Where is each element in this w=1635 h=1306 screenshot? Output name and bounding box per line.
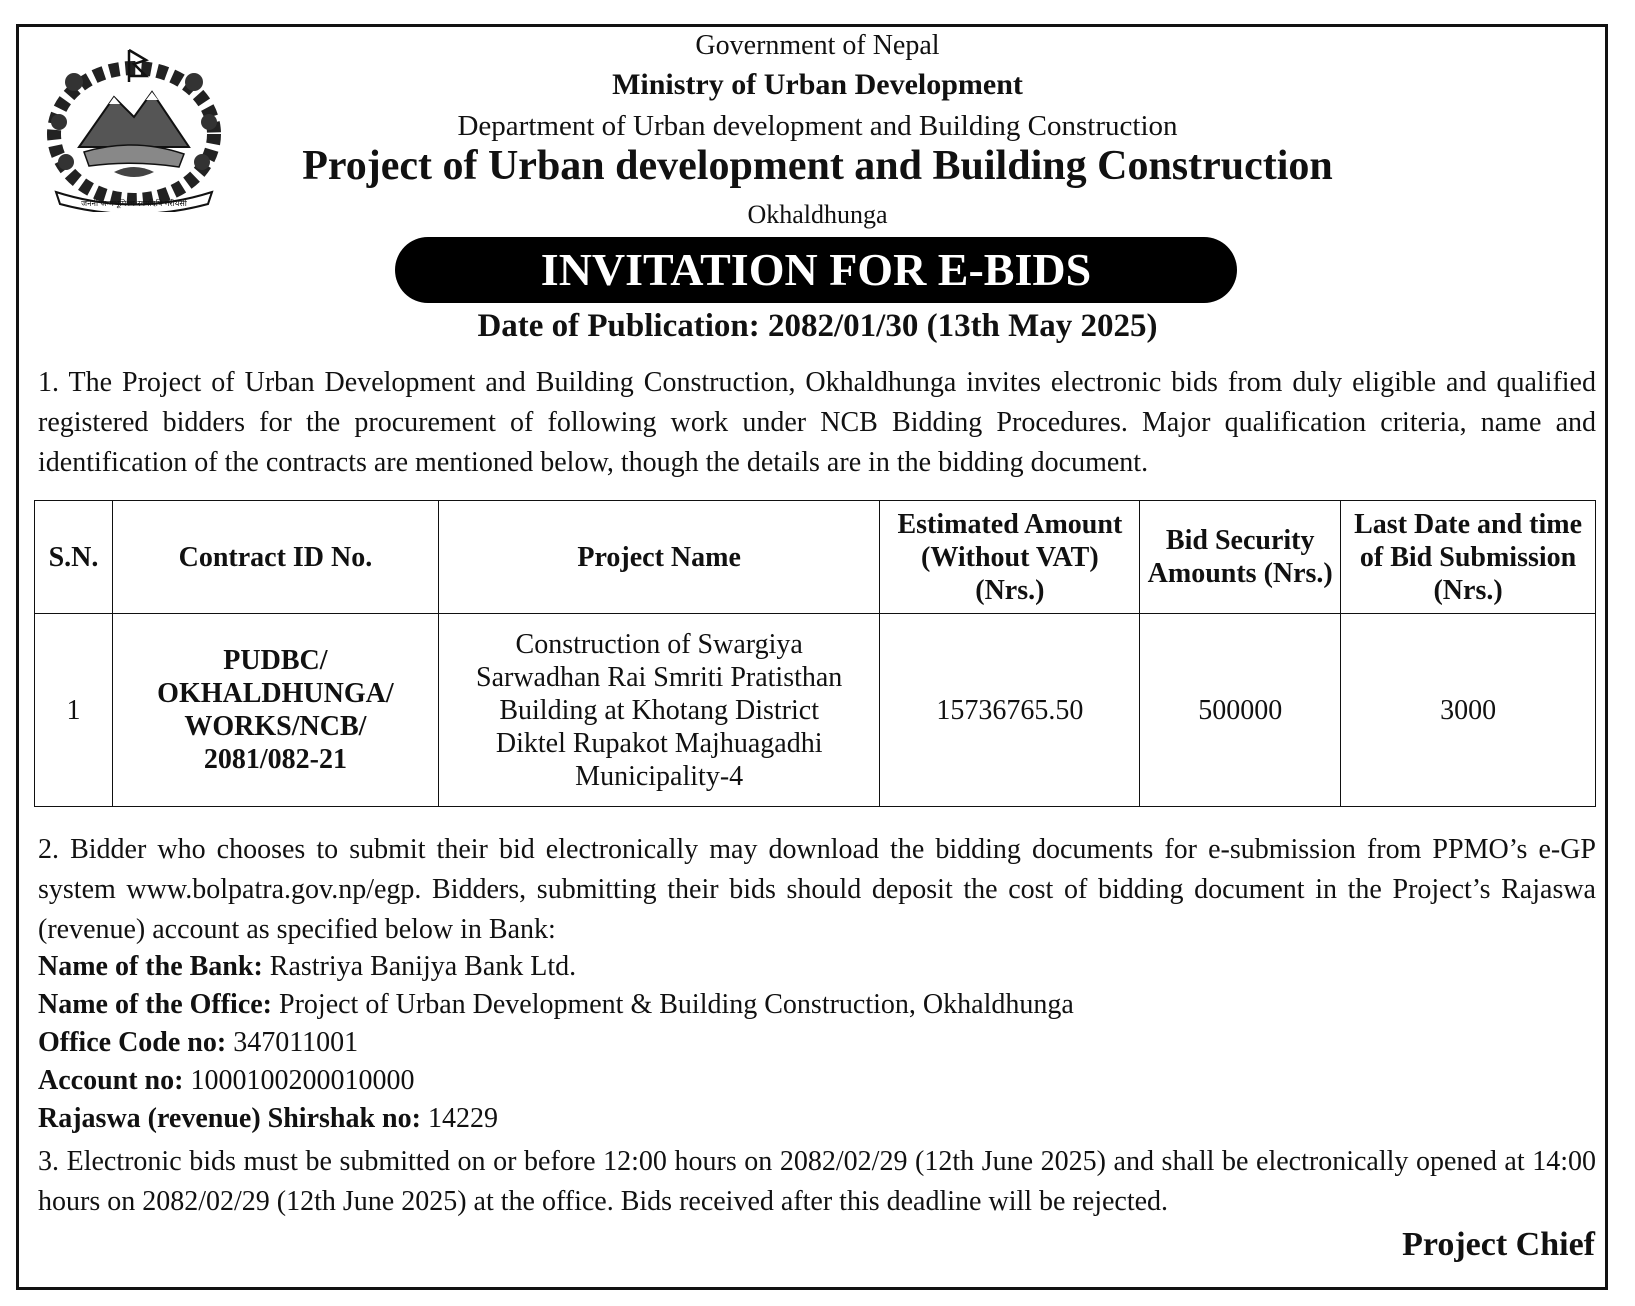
shirshak-value: 14229 <box>427 1103 498 1134</box>
account-value: 1000100200010000 <box>190 1065 415 1096</box>
project-title: Project of Urban development and Building Construction <box>302 143 1333 189</box>
account-line <box>38 1062 414 1100</box>
paragraph-2: 2. Bidder who chooses to submit their bid electronically may download the bidding documents for e-submission from PPMO’s e-GP system www.bolpatra.gov.np/egp. Bidders, submitting their bids should deposit the cost of bidding document in the Project’s Rajaswa (revenue) account as specified below in Bank: <box>38 834 1596 945</box>
office-name-value: Project of Urban Development & Building Construction, Okhaldhunga <box>279 989 1074 1020</box>
paragraph-3: 3. Electronic bids must be submitted on or before 12:00 hours on 2082/02/29 (12th June 2025) and shall be electronically opened at 14:00 hours on 2082/02/29 (12th June 2025) at the office. Bids received after this deadline will be rejected. <box>38 1146 1596 1217</box>
paragraph-1: 1. The Project of Urban Development and Building Construction, Okhaldhunga invites electronic bids from duly eligible and qualified registered bidders for the procurement of following work under NCB Bidding Procedures. Major qualification criteria, name and identification of the contracts are mentioned below, though the details are in the bidding document. <box>38 367 1596 478</box>
header-estimated-amount: Estimated Amount (Without VAT) (Nrs.) <box>880 501 1140 614</box>
bids-table <box>34 500 1596 807</box>
shirshak-label: Rajaswa (revenue) Shirshak no: <box>38 1103 421 1134</box>
government-line: Government of Nepal <box>695 30 940 61</box>
table-header-row <box>35 501 1596 614</box>
cell-contract-id: PUDBC/ OKHALDHUNGA/ WORKS/NCB/ 2081/082-21 <box>112 614 438 807</box>
office-code-line <box>38 1024 358 1062</box>
header-last-date: Last Date and time of Bid Submission (Nrs.) <box>1341 501 1596 614</box>
header-contract-id: Contract ID No. <box>112 501 438 614</box>
cell-estimated-amount: 15736765.50 <box>880 614 1140 807</box>
bank-name-value: Rastriya Banijya Bank Ltd. <box>269 951 577 982</box>
table-row <box>35 614 1596 807</box>
cell-last-date: 3000 <box>1341 614 1596 807</box>
svg-text:जननी जन्मभूमिश्च स्वर्गादपि गर: जननी जन्मभूमिश्च स्वर्गादपि गरीयसी <box>81 199 187 208</box>
publication-date: Date of Publication: 2082/01/30 (13th May 2025) <box>477 308 1158 344</box>
header-project-name: Project Name <box>438 501 880 614</box>
location-line: Okhaldhunga <box>747 200 888 229</box>
header-sn: S.N. <box>35 501 113 614</box>
office-code-label: Office Code no: <box>38 1027 227 1058</box>
ministry-line: Ministry of Urban Development <box>612 68 1023 101</box>
shirshak-line <box>38 1100 498 1138</box>
office-code-value: 347011001 <box>233 1027 359 1058</box>
office-name-line <box>38 986 1074 1024</box>
account-label: Account no: <box>38 1065 184 1096</box>
bank-name-label: Name of the Bank: <box>38 951 263 982</box>
cell-project-name: Construction of Swargiya Sarwadhan Rai Smriti Pratisthan Building at Khotang District Diktel Rupakot Majhuagadhi Municipality-4 <box>438 614 880 807</box>
bank-name-line <box>38 948 576 986</box>
office-name-label: Name of the Office: <box>38 989 273 1020</box>
header-bid-security: Bid Security Amounts (Nrs.) <box>1140 501 1341 614</box>
cell-bid-security: 500000 <box>1140 614 1341 807</box>
signature-project-chief: Project Chief <box>1402 1226 1595 1263</box>
invitation-banner: INVITATION FOR E-BIDS <box>395 237 1237 303</box>
cell-sn: 1 <box>35 614 113 807</box>
department-line: Department of Urban development and Building Construction <box>457 110 1178 142</box>
